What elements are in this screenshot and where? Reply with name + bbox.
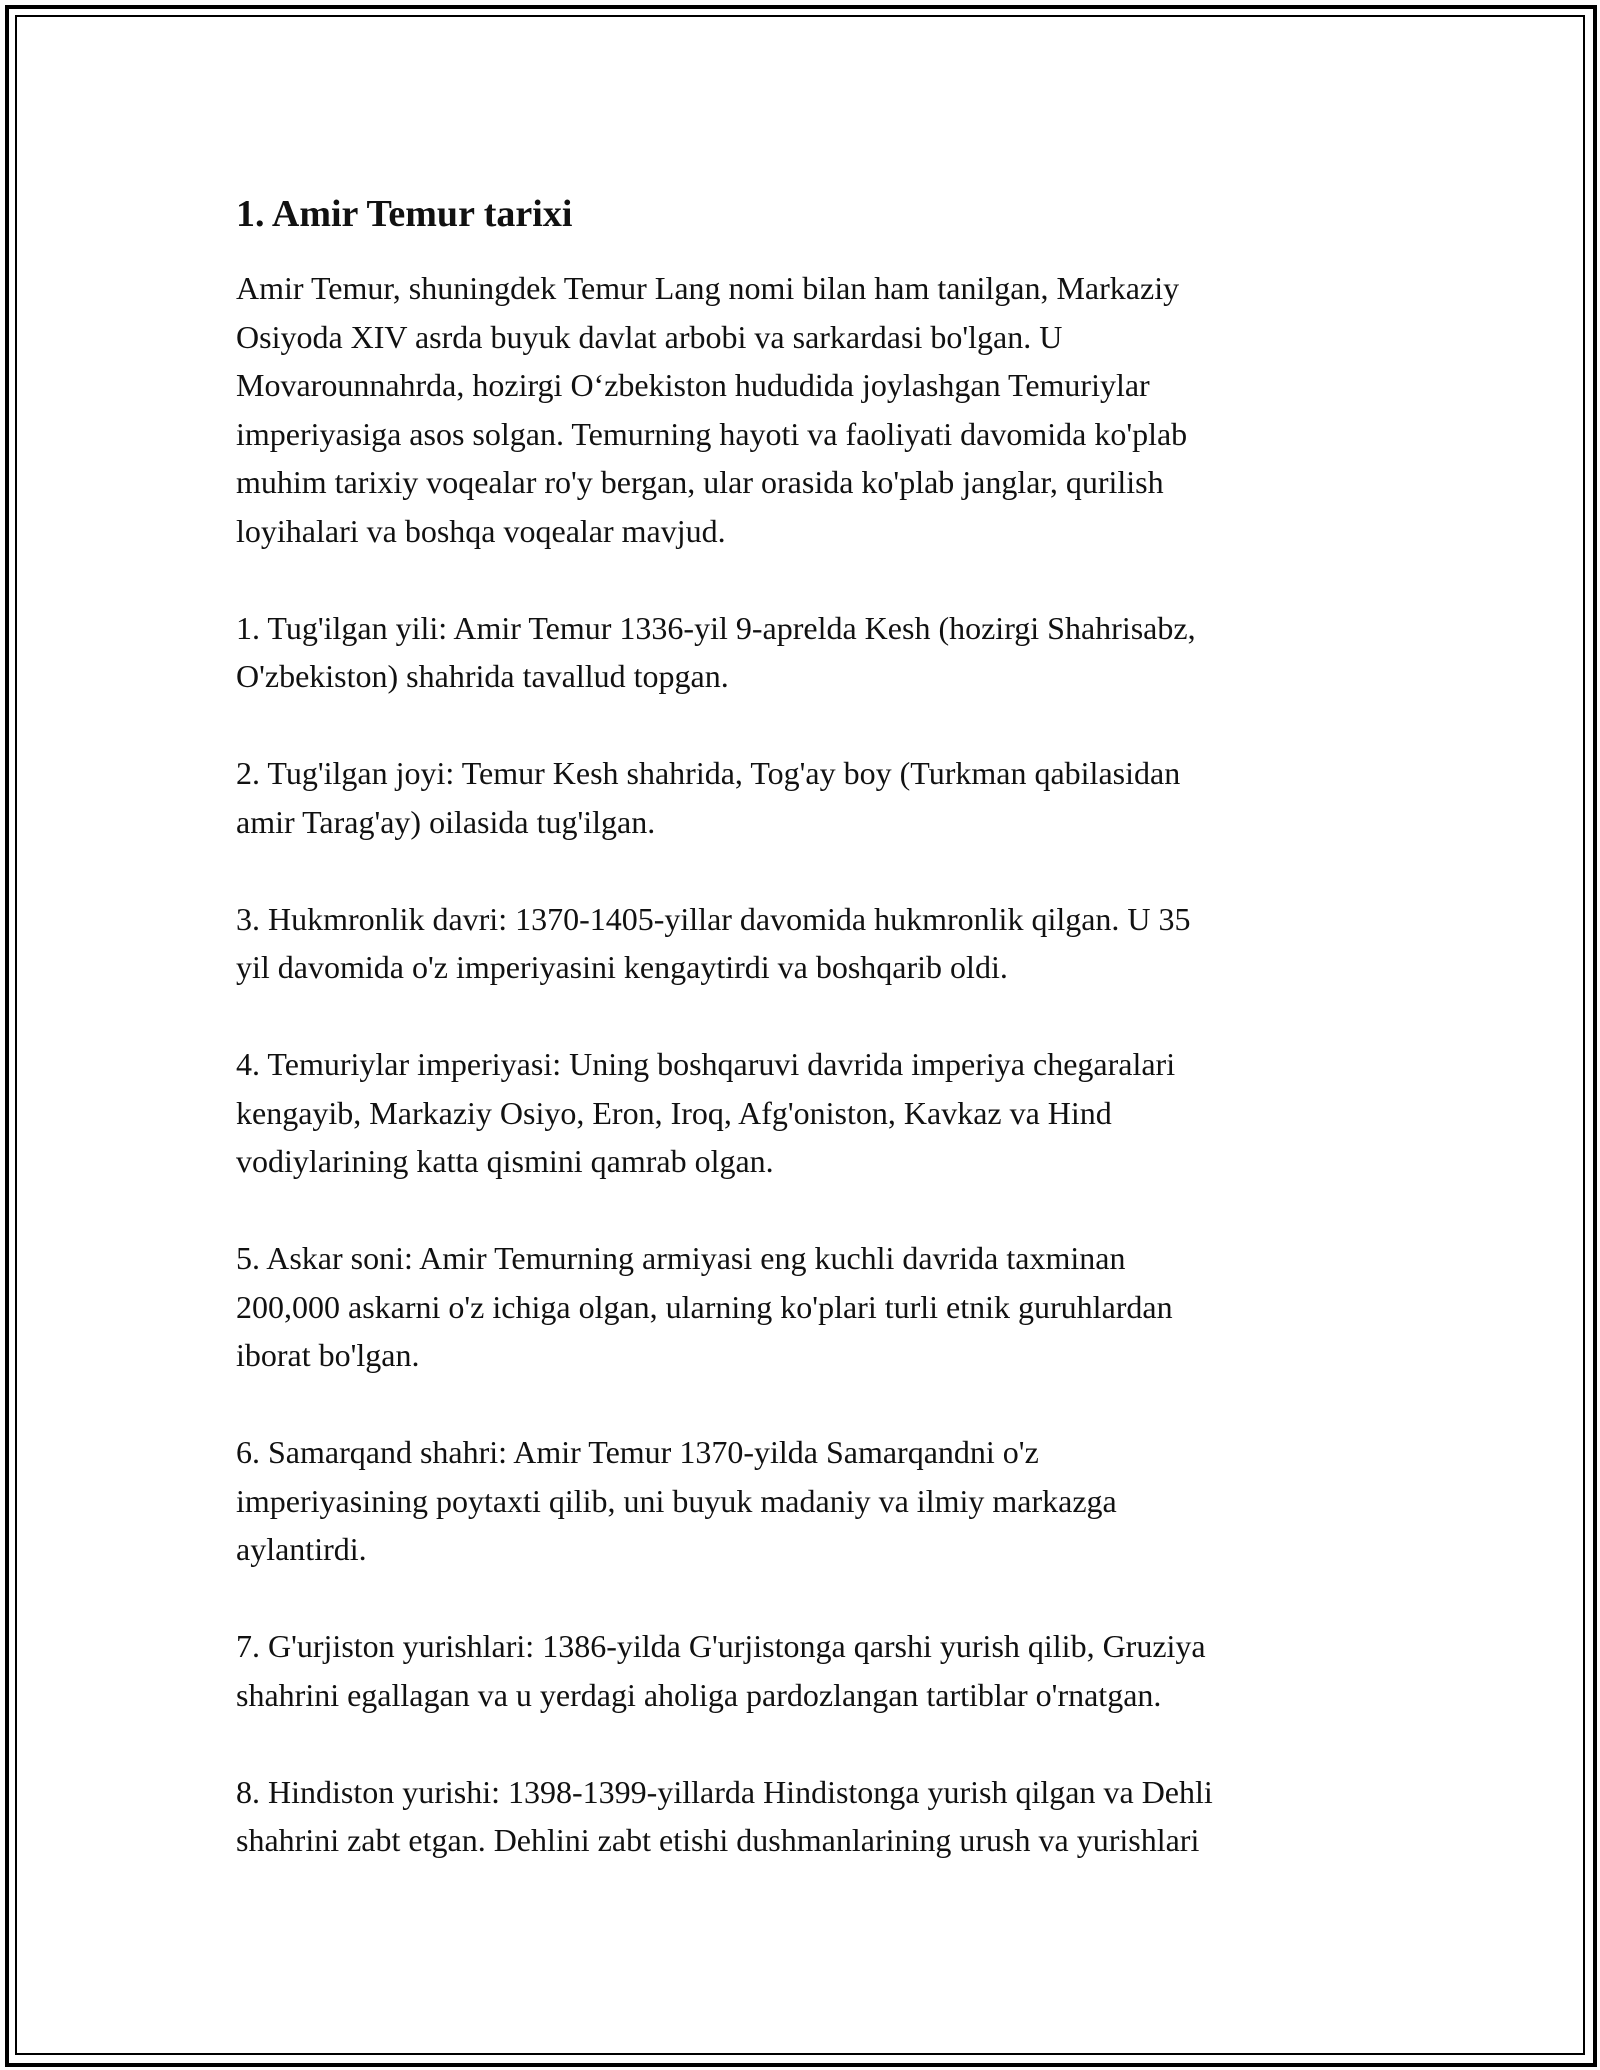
document-body	[236, 186, 1376, 1865]
list-item-georgia: 7. G'urjiston yurishlari: 1386-yilda G'urjistonga qarshi yurish qilib, Gruziya shahrini egallagan va u yerdagi aholiga pardozlangan tartiblar o'rnatgan.	[236, 1628, 1206, 1713]
list-item-army: 5. Askar soni: Amir Temurning armiyasi eng kuchli davrida taxminan 200,000 askarni o'z ichiga olgan, ularning ko'plari turli etnik guruhlardan iborat bo'lgan.	[236, 1240, 1173, 1373]
list-item-samarkand: 6. Samarqand shahri: Amir Temur 1370-yilda Samarqandni o'z imperiyasining poytaxti qilib, uni buyuk madaniy va ilmiy markazga aylantirdi.	[236, 1434, 1117, 1567]
list-item-empire: 4. Temuriylar imperiyasi: Uning boshqaruvi davrida imperiya chegaralari kengayib, Markaziy Osiyo, Eron, Iroq, Afg'oniston, Kavkaz va Hind vodiylarining katta qismini qamrab olgan.	[236, 1046, 1176, 1179]
intro-paragraph: Amir Temur, shuningdek Temur Lang nomi bilan ham tanilgan, Markaziy Osiyoda XIV asrda buyuk davlat arbobi va sarkardasi bo'lgan. U Movarounnahrda, hozirgi O‘zbekiston hududida joylashgan Temuriylar imperiyasiga asos solgan. Temurning hayoti va faoliyati davomida ko'plab muhim tarixiy voqealar ro'y bergan, ular orasida ko'plab janglar, qurilish loyihalari va boshqa voqealar mavjud.	[236, 270, 1188, 549]
list-item-india: 8. Hindiston yurishi: 1398-1399-yillarda Hindistonga yurish qilgan va Dehli shahrini zabt etgan. Dehlini zabt etishi dushmanlarining urush va yurishlari	[236, 1773, 1213, 1858]
page-title: 1. Amir Temur tarixi	[236, 193, 573, 235]
list-item-birthplace: 2. Tug'ilgan joyi: Temur Kesh shahrida, Tog'ay boy (Turkman qabilasidan amir Tarag'ay) oilasida tug'ilgan.	[236, 755, 1181, 840]
list-item-reign: 3. Hukmronlik davri: 1370-1405-yillar davomida hukmronlik qilgan. U 35 yil davomida o'z imperiyasini kengaytirdi va boshqarib oldi.	[236, 900, 1191, 985]
list-item-birth-year: 1. Tug'ilgan yili: Amir Temur 1336-yil 9-aprelda Kesh (hozirgi Shahrisabz, O'zbekiston) shahrida tavallud topgan.	[236, 609, 1196, 694]
